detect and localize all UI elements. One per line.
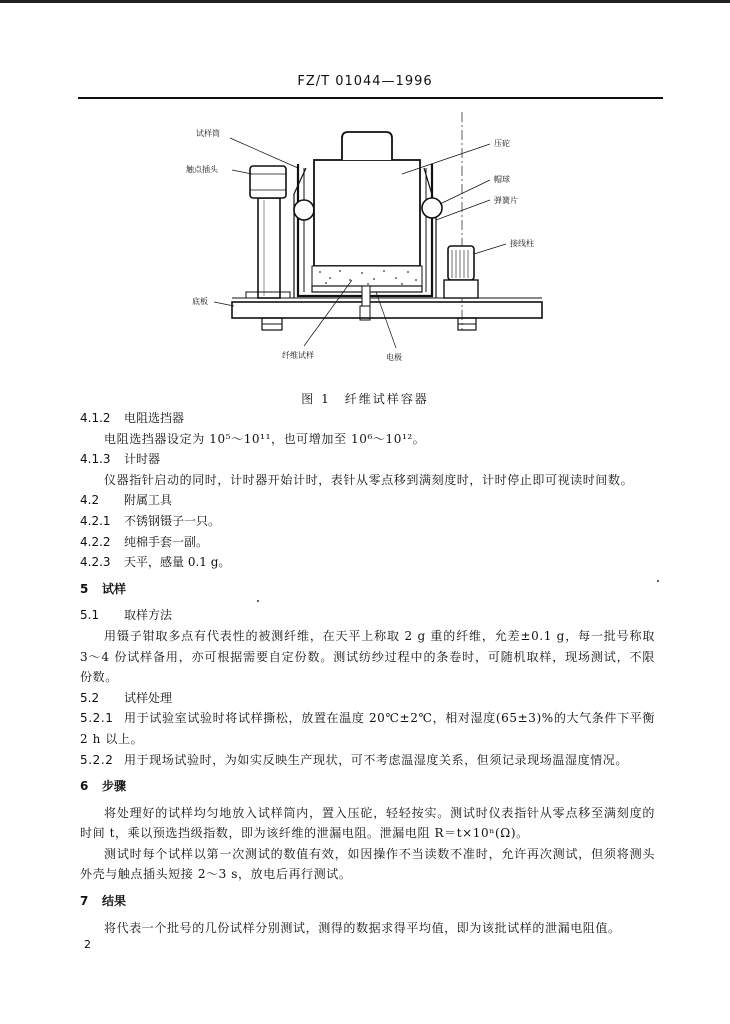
section-5-1-heading: 5.1 取样方法: [80, 608, 173, 623]
section-7-heading: 7 结果: [80, 894, 127, 909]
label-electrode: 电极: [386, 353, 402, 362]
contact-plug-column: [258, 198, 280, 298]
section-4-2-1: 4.2.1 不锈钢镊子一只。: [80, 513, 221, 528]
section-5-heading: 5 试样: [80, 581, 127, 596]
section-6-paragraph-1: 将处理好的试样均匀地放入试样筒内，置入压砣，轻轻按实。测试时仪表指针从零点移至满刻度的时间 t，乘以预选挡级指数，即为该纤维的泄漏电阻。泄漏电阻 R＝t×10ⁿ(Ω)。: [80, 805, 655, 841]
scan-edge: [0, 0, 730, 3]
page-number: 2: [84, 938, 91, 951]
section-5-2-2-text: 5.2.2 用于现场试验时，为如实反映生产现状，可不考虑温湿度关系，但须记录现场温湿度情况。: [80, 752, 629, 767]
label-spring-piece: 弹簧片: [494, 196, 518, 205]
press-hammer-handle: [342, 132, 392, 160]
section-6-heading: 6 步骤: [80, 779, 127, 794]
section-7-text: 将代表一个批号的几份试样分别测试，测得的数据求得平均值，即为该批试样的泄漏电阻值。: [104, 920, 621, 935]
fiber-sample-area: [312, 266, 422, 286]
press-hammer-body: [314, 160, 420, 266]
label-contact-plug: 触点插头: [186, 165, 218, 174]
section-4-1-3-heading: 4.1.3 计时器: [80, 452, 161, 467]
section-4-1-3-text: 仪器指针启动的同时，计时器开始计时，表针从零点移到满刻度时，计时停止即可视读时间数。: [104, 472, 634, 487]
figure-caption: 图 1 纤维试样容器: [301, 392, 429, 406]
section-6-paragraph-2: 测试时每个试样以第一次测试的数值有效，如因操作不当读数不准时，允许再次测试，但须将测头外壳与触点插头短接 2～3 s，放电后再行测试。: [80, 846, 655, 882]
label-fiber-sample: 纤维试样: [282, 351, 314, 360]
base-plate: [232, 302, 542, 318]
section-4-1-2-text: 电阻选挡器设定为 10⁵～10¹¹，也可增加至 10⁶～10¹²。: [104, 431, 426, 446]
contact-plug-head: [250, 166, 286, 198]
fiber-sample-container-figure: [170, 108, 570, 378]
label-terminal: 接线柱: [510, 239, 534, 248]
section-4-2-heading: 4.2 附属工具: [80, 493, 173, 508]
label-base-plate: 底板: [192, 297, 208, 306]
right-knob: [422, 198, 442, 218]
standard-code-header: FZ/T 01044—1996: [297, 74, 433, 89]
scan-speck: [657, 580, 659, 582]
label-press-hammer: 压砣: [494, 139, 510, 148]
section-5-2-heading: 5.2 试样处理: [80, 690, 173, 705]
left-knob: [294, 200, 314, 220]
document-body: [80, 408, 655, 938]
section-4-2-2: 4.2.2 纯棉手套一副。: [80, 534, 209, 549]
scan-speck: [257, 600, 259, 602]
label-knob: 帽球: [494, 175, 510, 184]
label-sample-cylinder: 试样筒: [196, 129, 220, 138]
electrode-stem: [362, 286, 370, 306]
section-5-2-1-text: 5.2.1 用于试验室试验时将试样撕松，放置在温度 20℃±2℃，相对湿度(65±3)%的大气条件下平衡 2 h 以上。: [80, 711, 655, 746]
section-5-1-text: 用镊子钳取多点有代表性的被测纤维，在天平上称取 2 g 重的纤维，允差±0.1 g，每一批号称取 3～4 份试样备用，亦可根据需要自定份数。测试纺纱过程中的条卷时，可随机取样，现场测试，不限份数。: [80, 628, 655, 685]
section-4-2-3: 4.2.3 天平，感量 0.1 g。: [80, 555, 231, 570]
header-rule: [78, 97, 663, 99]
section-4-1-2-heading: 4.1.2 电阻选挡器: [80, 411, 185, 425]
